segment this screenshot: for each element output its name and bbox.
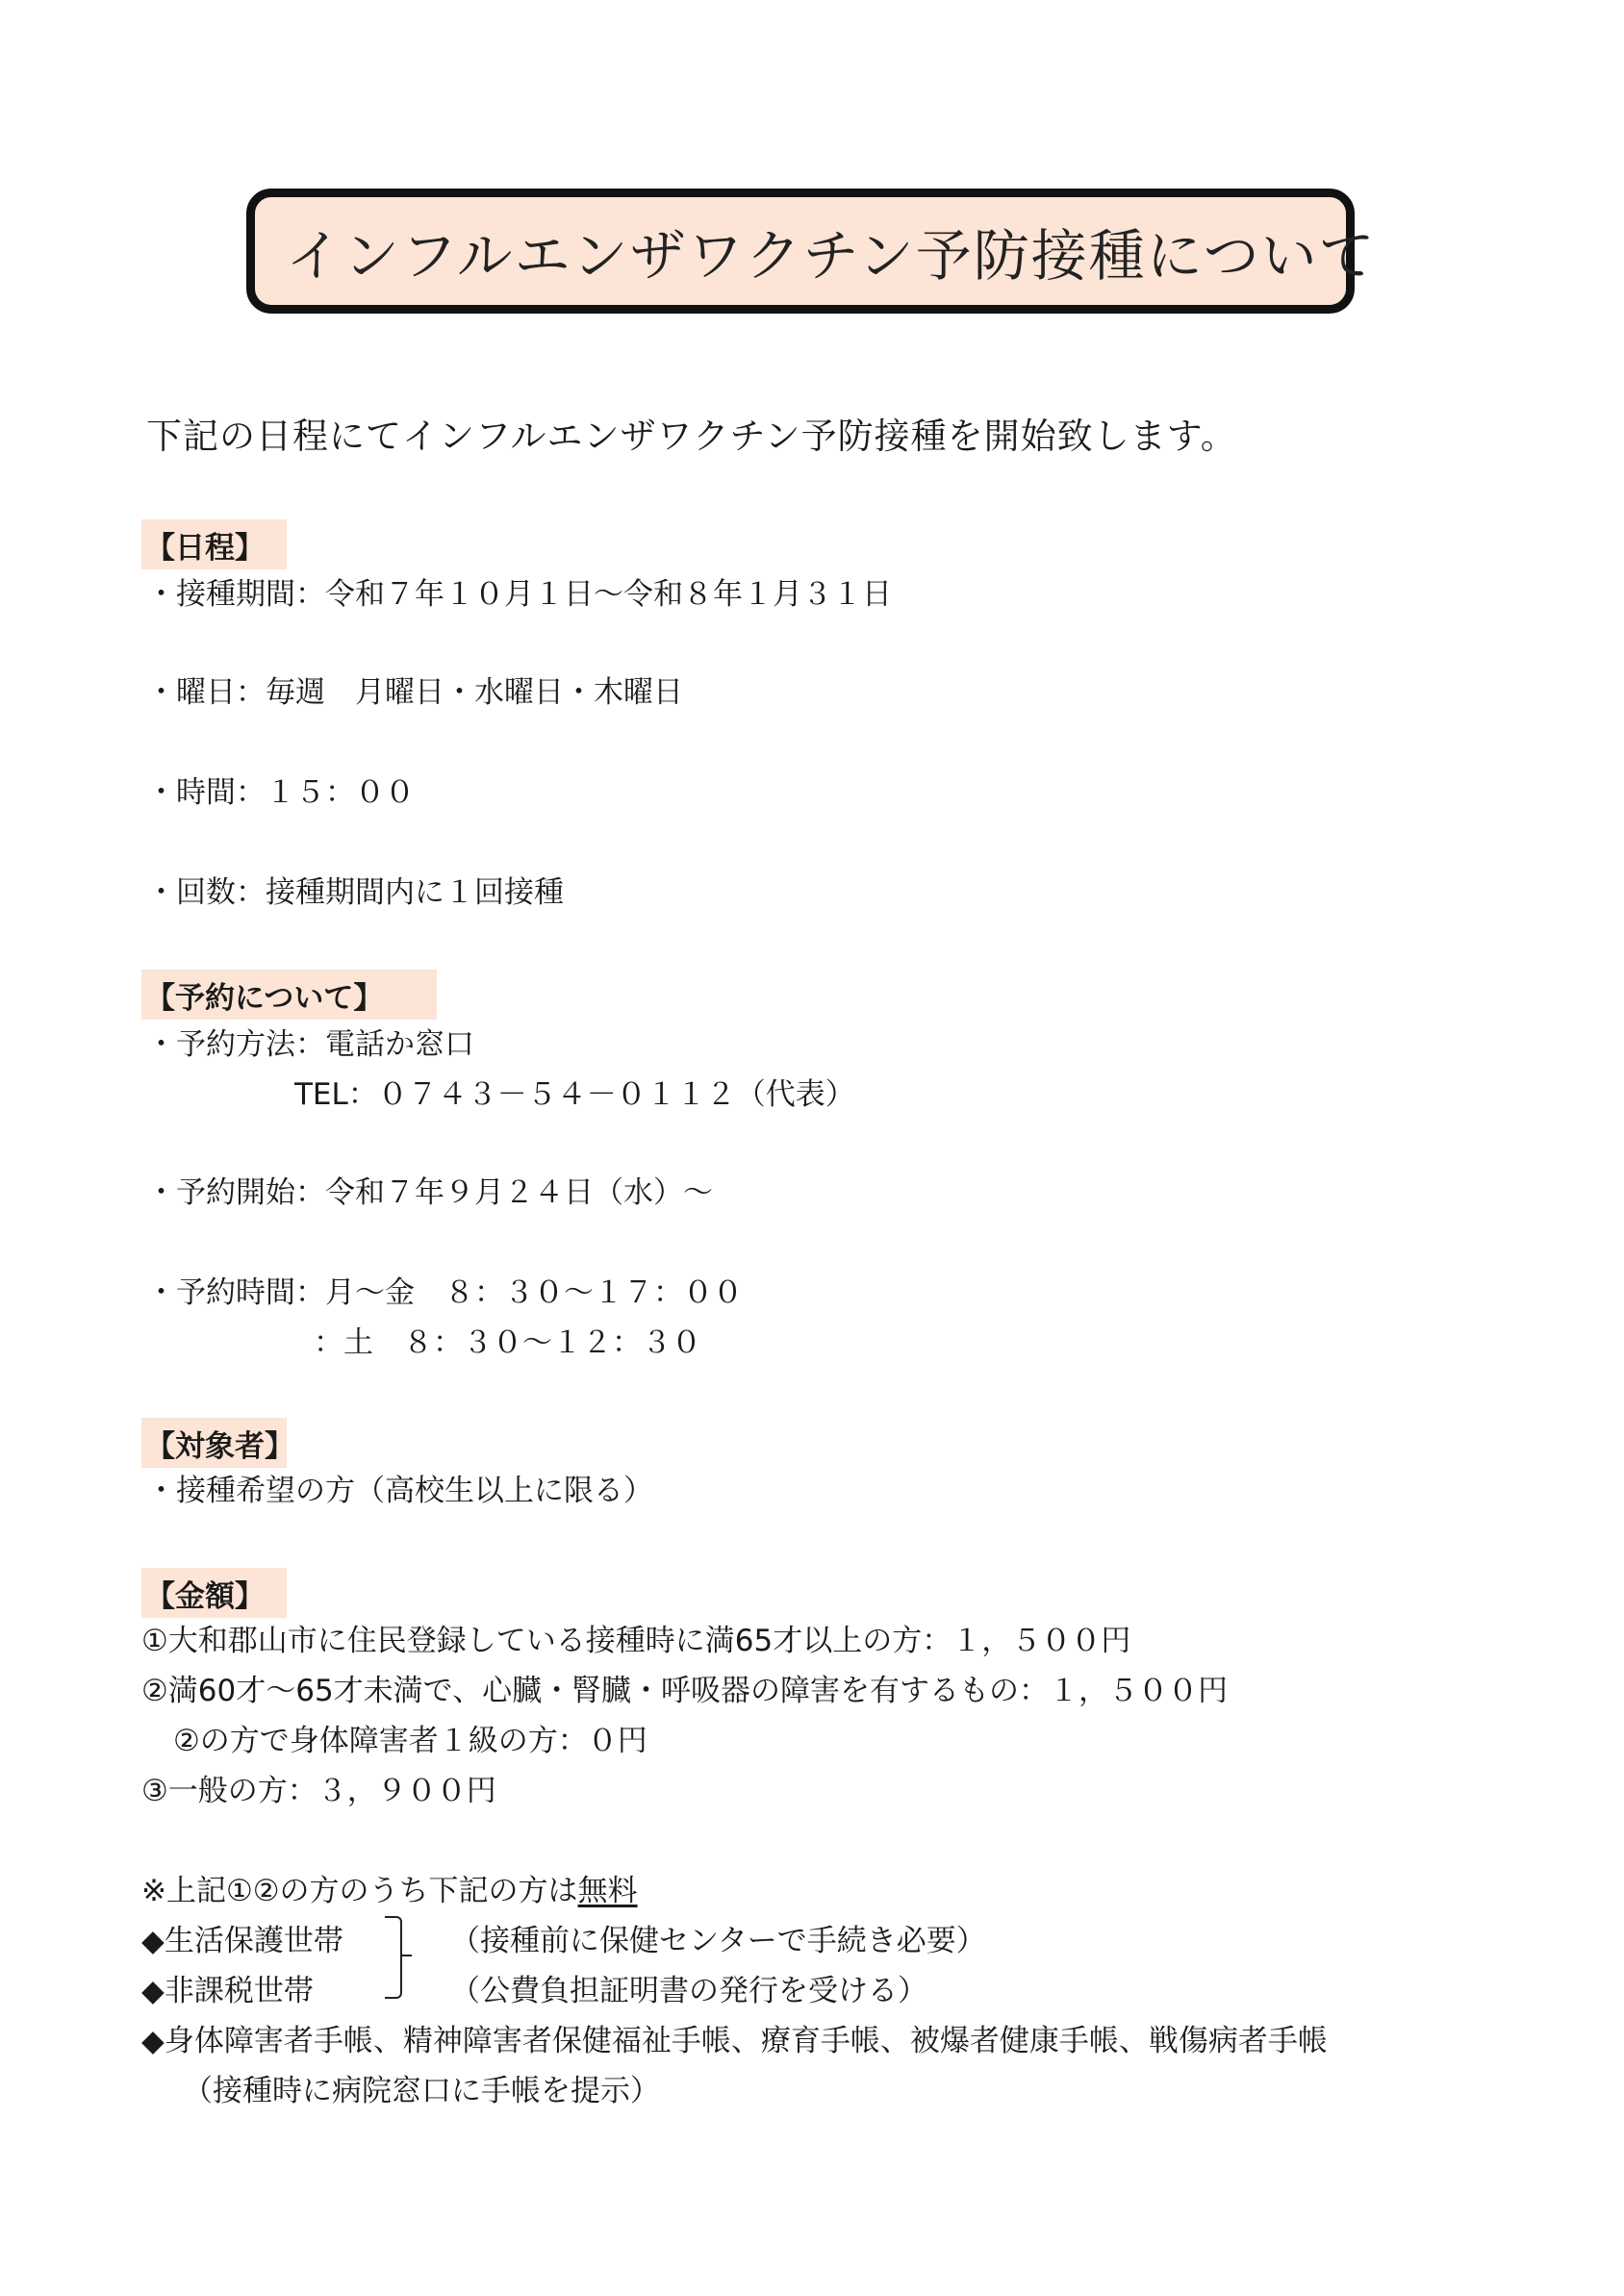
free-procedure-2: （公費負担証明書の発行を受ける） [450, 1974, 927, 2008]
schedule-days: ・曜日：毎週 月曜日・水曜日・木曜日 [146, 675, 683, 710]
free-procedure-1: （接種前に保健センターで手続き必要） [450, 1924, 986, 1958]
reservation-hours-saturday: ：土 ８：３０～１２：３０ [314, 1325, 701, 1360]
reservation-heading: 【予約について】 [141, 970, 437, 1020]
fee-item-3: ③一般の方：３，９００円 [141, 1774, 496, 1808]
fee-item-2: ②満60才～65才未満で、心臓・腎臓・呼吸器の障害を有するもの：１，５００円 [141, 1674, 1229, 1708]
intro-text: 下記の日程にてインフルエンザワクチン予防接種を開始致します。 [146, 416, 1237, 457]
fee-heading: 【金額】 [141, 1568, 287, 1618]
free-note [141, 1874, 638, 1909]
free-handbooks-note: （接種時に病院窓口に手帳を提示） [183, 2074, 660, 2108]
page-title: インフルエンザワクチン予防接種について [286, 223, 1377, 289]
reservation-tel: TEL：０７４３－５４－０１１２（代表） [294, 1077, 855, 1112]
schedule-time: ・時間：１５：００ [146, 775, 415, 810]
bracket-icon [385, 1916, 402, 1999]
target-heading: 【対象者】 [141, 1418, 287, 1468]
free-note-prefix: ※上記①②の方のうち下記の方は [141, 1874, 578, 1908]
free-welfare-household: ◆生活保護世帯 [141, 1924, 343, 1958]
reservation-hours-weekday: ・予約時間：月～金 ８：３０～１７：００ [146, 1275, 743, 1310]
free-note-highlight: 無料 [577, 1874, 638, 1908]
reservation-start: ・予約開始：令和７年９月２４日（水）～ [146, 1175, 713, 1210]
schedule-count: ・回数：接種期間内に１回接種 [146, 875, 564, 910]
schedule-heading: 【日程】 [141, 519, 287, 569]
target-text: ・接種希望の方（高校生以上に限る） [146, 1474, 653, 1508]
fee-item-1: ①大和郡山市に住民登録している接種時に満65才以上の方：１，５００円 [141, 1624, 1131, 1658]
fee-item-2-note: ②の方で身体障害者１級の方：０円 [173, 1724, 647, 1758]
schedule-period: ・接種期間：令和７年１０月１日～令和８年１月３１日 [146, 577, 892, 612]
free-handbooks: ◆身体障害者手帳、精神障害者保健福祉手帳、療育手帳、被爆者健康手帳、戦傷病者手帳 [141, 2024, 1328, 2058]
free-nontax-household: ◆非課税世帯 [141, 1974, 314, 2008]
reservation-method: ・予約方法：電話か窓口 [146, 1027, 474, 1062]
title-box [246, 189, 1377, 314]
